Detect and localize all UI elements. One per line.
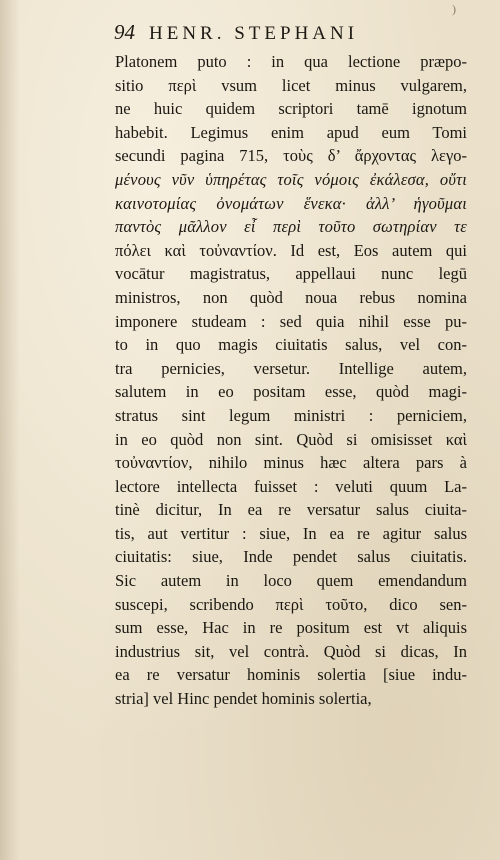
text-line: sum esse, Hac in re positum est vt aliquis <box>115 618 467 638</box>
text-line: ea re versatur hominis solertia [siue indu- <box>115 665 467 685</box>
text-line: πόλει καὶ τοὐναντίον. Id est, Eos autem qui <box>115 240 467 260</box>
text-line: tis, aut vertitur : siue, In ea re agitur salus <box>115 523 467 543</box>
text-line: stratus sint legum ministri : perniciem, <box>115 405 467 425</box>
running-head <box>114 20 434 46</box>
text-line: secundi pagina 715, τοὺς δ’ ἄρχοντας λεγο- <box>115 146 467 166</box>
text-line: Sic autem in loco quem emendandum <box>115 571 467 591</box>
text-line: μένους νῦν ὑπηρέτας τοῖς νόμοις ἐκάλεσα, οὔτι <box>115 169 467 189</box>
text-line: τοὐναντίον, nihilo minus hæc altera pars à <box>115 453 467 473</box>
gutter-shadow <box>0 0 20 860</box>
running-title: HENR. STEPHANI <box>149 23 359 44</box>
corner-mark: ) <box>452 2 456 16</box>
text-line: tinè dicitur, In ea re versatur salus ciuita- <box>115 500 467 520</box>
text-line: to in quo magis ciuitatis salus, vel con- <box>115 335 467 355</box>
text-line: sitio περὶ vsum licet minus vulgarem, <box>115 75 467 95</box>
text-line: Platonem puto : in qua lectione præpo- <box>115 52 467 71</box>
text-line: suscepi, scribendo περὶ τοῦτο, dico sen- <box>115 594 467 614</box>
page-number: 94 <box>114 20 135 44</box>
text-line: stria] vel Hinc pendet hominis solertia, <box>115 689 372 709</box>
text-line: salutem in eo positam esse, quòd magi- <box>115 382 467 402</box>
text-line: ne huic quidem scriptori tamē ignotum <box>115 99 467 119</box>
text-line: in eo quòd non sint. Quòd si omisisset καὶ <box>115 429 467 449</box>
text-line: tra pernicies, versetur. Intellige autem, <box>115 358 467 378</box>
text-line: vocātur magistratus, appellaui nunc legū <box>115 264 467 284</box>
text-line: imponere studeam : sed quia nihil esse pu- <box>115 311 467 331</box>
text-line: habebit. Legimus enim apud eum Tomi <box>115 122 467 142</box>
text-line: παντὸς μᾶλλον εἶ περὶ τοῦτο σωτηρίαν τε <box>115 217 467 237</box>
text-line: lectore intellecta fuisset : veluti quum La- <box>115 476 467 496</box>
text-line: ministros, non quòd noua rebus nomina <box>115 287 467 307</box>
text-line: industrius sit, vel contrà. Quòd si dicas, In <box>115 641 467 661</box>
text-line: ciuitatis: siue, Inde pendet salus ciuitatis. <box>115 547 467 567</box>
text-line: καινοτομίας ὀνομάτων ἕνεκα· ἀλλ’ ἡγοῦμαι <box>115 193 467 213</box>
body-text <box>115 50 467 711</box>
